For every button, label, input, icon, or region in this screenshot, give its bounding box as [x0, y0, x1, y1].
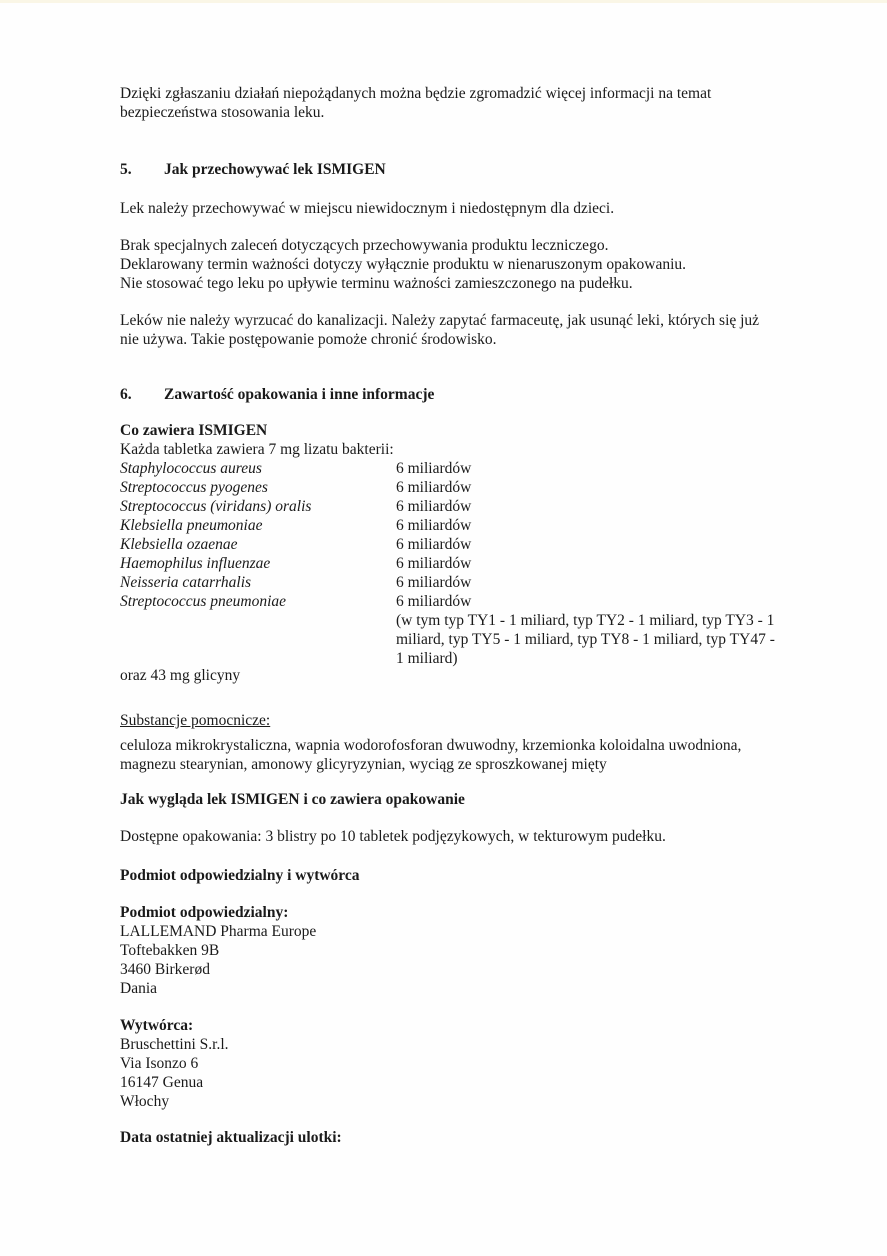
- bacteria-count: 6 miliardów: [396, 593, 472, 610]
- appearance-heading-text: Jak wygląda lek ISMIGEN i co zawiera opakowanie: [120, 791, 465, 808]
- holder-line: LALLEMAND Pharma Europe: [120, 923, 317, 940]
- packages-paragraph: [120, 827, 820, 846]
- paragraph-line: Nie stosować tego leku po upływie terminu ważności zamieszczonego na pudełku.: [120, 275, 633, 292]
- page-top-edge: [0, 0, 887, 3]
- appearance-heading: [120, 790, 820, 809]
- bacteria-row: [120, 478, 820, 497]
- holder-line: 3460 Birkerød: [120, 961, 210, 978]
- bacteria-row: [120, 535, 820, 554]
- last-update-label: Data ostatniej aktualizacji ulotki:: [120, 1129, 342, 1146]
- manufacturer-block: [120, 1016, 820, 1111]
- holder-manufacturer-heading-text: Podmiot odpowiedzialny i wytwórca: [120, 867, 360, 884]
- contents-heading: Co zawiera ISMIGEN: [120, 422, 268, 439]
- section-5-heading: [120, 160, 820, 179]
- intro-line: bezpieczeństwa stosowania leku.: [120, 104, 325, 121]
- packages-text: Dostępne opakowania: 3 blistry po 10 tabletek podjęzykowych, w tekturowym pudełku.: [120, 828, 666, 845]
- storage-paragraph-1: [120, 199, 820, 218]
- bacteria-count: 6 miliardów: [396, 555, 472, 572]
- note-line: 1 miliard): [396, 650, 458, 667]
- note-line: (w tym typ TY1 - 1 miliard, typ TY2 - 1 miliard, typ TY3 - 1: [396, 612, 775, 629]
- bacteria-table: [120, 459, 820, 611]
- section-title: Jak przechowywać lek ISMIGEN: [164, 161, 386, 178]
- paragraph-line: Deklarowany termin ważności dotyczy wyłącznie produktu w nienaruszonym opakowaniu.: [120, 256, 687, 273]
- storage-paragraph-2: [120, 236, 820, 293]
- bacteria-name: Streptococcus pyogenes: [120, 479, 268, 496]
- excipients-line: celuloza mikrokrystaliczna, wapnia wodorofosforan dwuwodny, krzemionka koloidalna uwodniona,: [120, 737, 742, 754]
- excipients-heading: Substancje pomocnicze:: [120, 712, 271, 729]
- paragraph-line: Leków nie należy wyrzucać do kanalizacji. Należy zapytać farmaceutę, jak usunąć leki, których się już: [120, 312, 760, 329]
- bacteria-count: 6 miliardów: [396, 517, 472, 534]
- excipients-line: magnezu stearynian, amonowy glicyryzynian, wyciąg ze sproszkowanej mięty: [120, 756, 607, 773]
- bacteria-count: 6 miliardów: [396, 574, 472, 591]
- bacteria-name: Haemophilus influenzae: [120, 555, 271, 572]
- bacteria-row: [120, 554, 820, 573]
- bacteria-name: Neisseria catarrhalis: [120, 574, 252, 591]
- section-title: Zawartość opakowania i inne informacje: [164, 386, 435, 403]
- bacteria-count: 6 miliardów: [396, 498, 472, 515]
- manufacturer-line: Via Isonzo 6: [120, 1055, 199, 1072]
- bacteria-row: [120, 516, 820, 535]
- glycine-text: oraz 43 mg glicyny: [120, 667, 241, 684]
- manufacturer-line: Bruschettini S.r.l.: [120, 1036, 229, 1053]
- bacteria-name: Streptococcus (viridans) oralis: [120, 498, 312, 515]
- paragraph-line: Brak specjalnych zaleceń dotyczących przechowywania produktu leczniczego.: [120, 237, 609, 254]
- intro-paragraph: [120, 84, 820, 122]
- last-update-block: [120, 1128, 820, 1147]
- disposal-paragraph: [120, 311, 820, 349]
- holder-manufacturer-heading: [120, 866, 820, 885]
- section-6-heading: [120, 385, 820, 404]
- bacteria-row: [120, 497, 820, 516]
- bacteria-count: 6 miliardów: [396, 536, 472, 553]
- bacteria-row: [120, 573, 820, 592]
- holder-label: Podmiot odpowiedzialny:: [120, 904, 289, 921]
- manufacturer-line: 16147 Genua: [120, 1074, 204, 1091]
- excipients-block: [120, 711, 820, 774]
- bacteria-name: Staphylococcus aureus: [120, 460, 262, 477]
- manufacturer-line: Włochy: [120, 1093, 170, 1110]
- bacteria-name: Klebsiella ozaenae: [120, 536, 238, 553]
- bacteria-count: 6 miliardów: [396, 479, 472, 496]
- contents-intro: Każda tabletka zawiera 7 mg lizatu bakterii:: [120, 441, 394, 458]
- contents-block: [120, 421, 820, 459]
- note-line: miliard, typ TY5 - 1 miliard, typ TY8 - 1 miliard, typ TY47 -: [396, 631, 775, 648]
- bacteria-row: [120, 459, 820, 478]
- holder-line: Toftebakken 9B: [120, 942, 220, 959]
- manufacturer-label: Wytwórca:: [120, 1017, 194, 1034]
- paragraph-line: nie używa. Takie postępowanie pomoże chronić środowisko.: [120, 331, 497, 348]
- holder-block: [120, 903, 820, 998]
- bacteria-name: Streptococcus pneumoniae: [120, 593, 287, 610]
- glycine-line: [120, 666, 820, 685]
- paragraph-line: Lek należy przechowywać w miejscu niewidocznym i niedostępnym dla dzieci.: [120, 200, 615, 217]
- holder-line: Dania: [120, 980, 158, 997]
- intro-line: Dzięki zgłaszaniu działań niepożądanych można będzie zgromadzić więcej informacji na temat: [120, 85, 712, 102]
- pneumoniae-types-note: [396, 611, 816, 668]
- bacteria-count: 6 miliardów: [396, 460, 472, 477]
- bacteria-row: [120, 592, 820, 611]
- bacteria-name: Klebsiella pneumoniae: [120, 517, 263, 534]
- section-number: 5.: [120, 161, 132, 178]
- section-number: 6.: [120, 386, 132, 403]
